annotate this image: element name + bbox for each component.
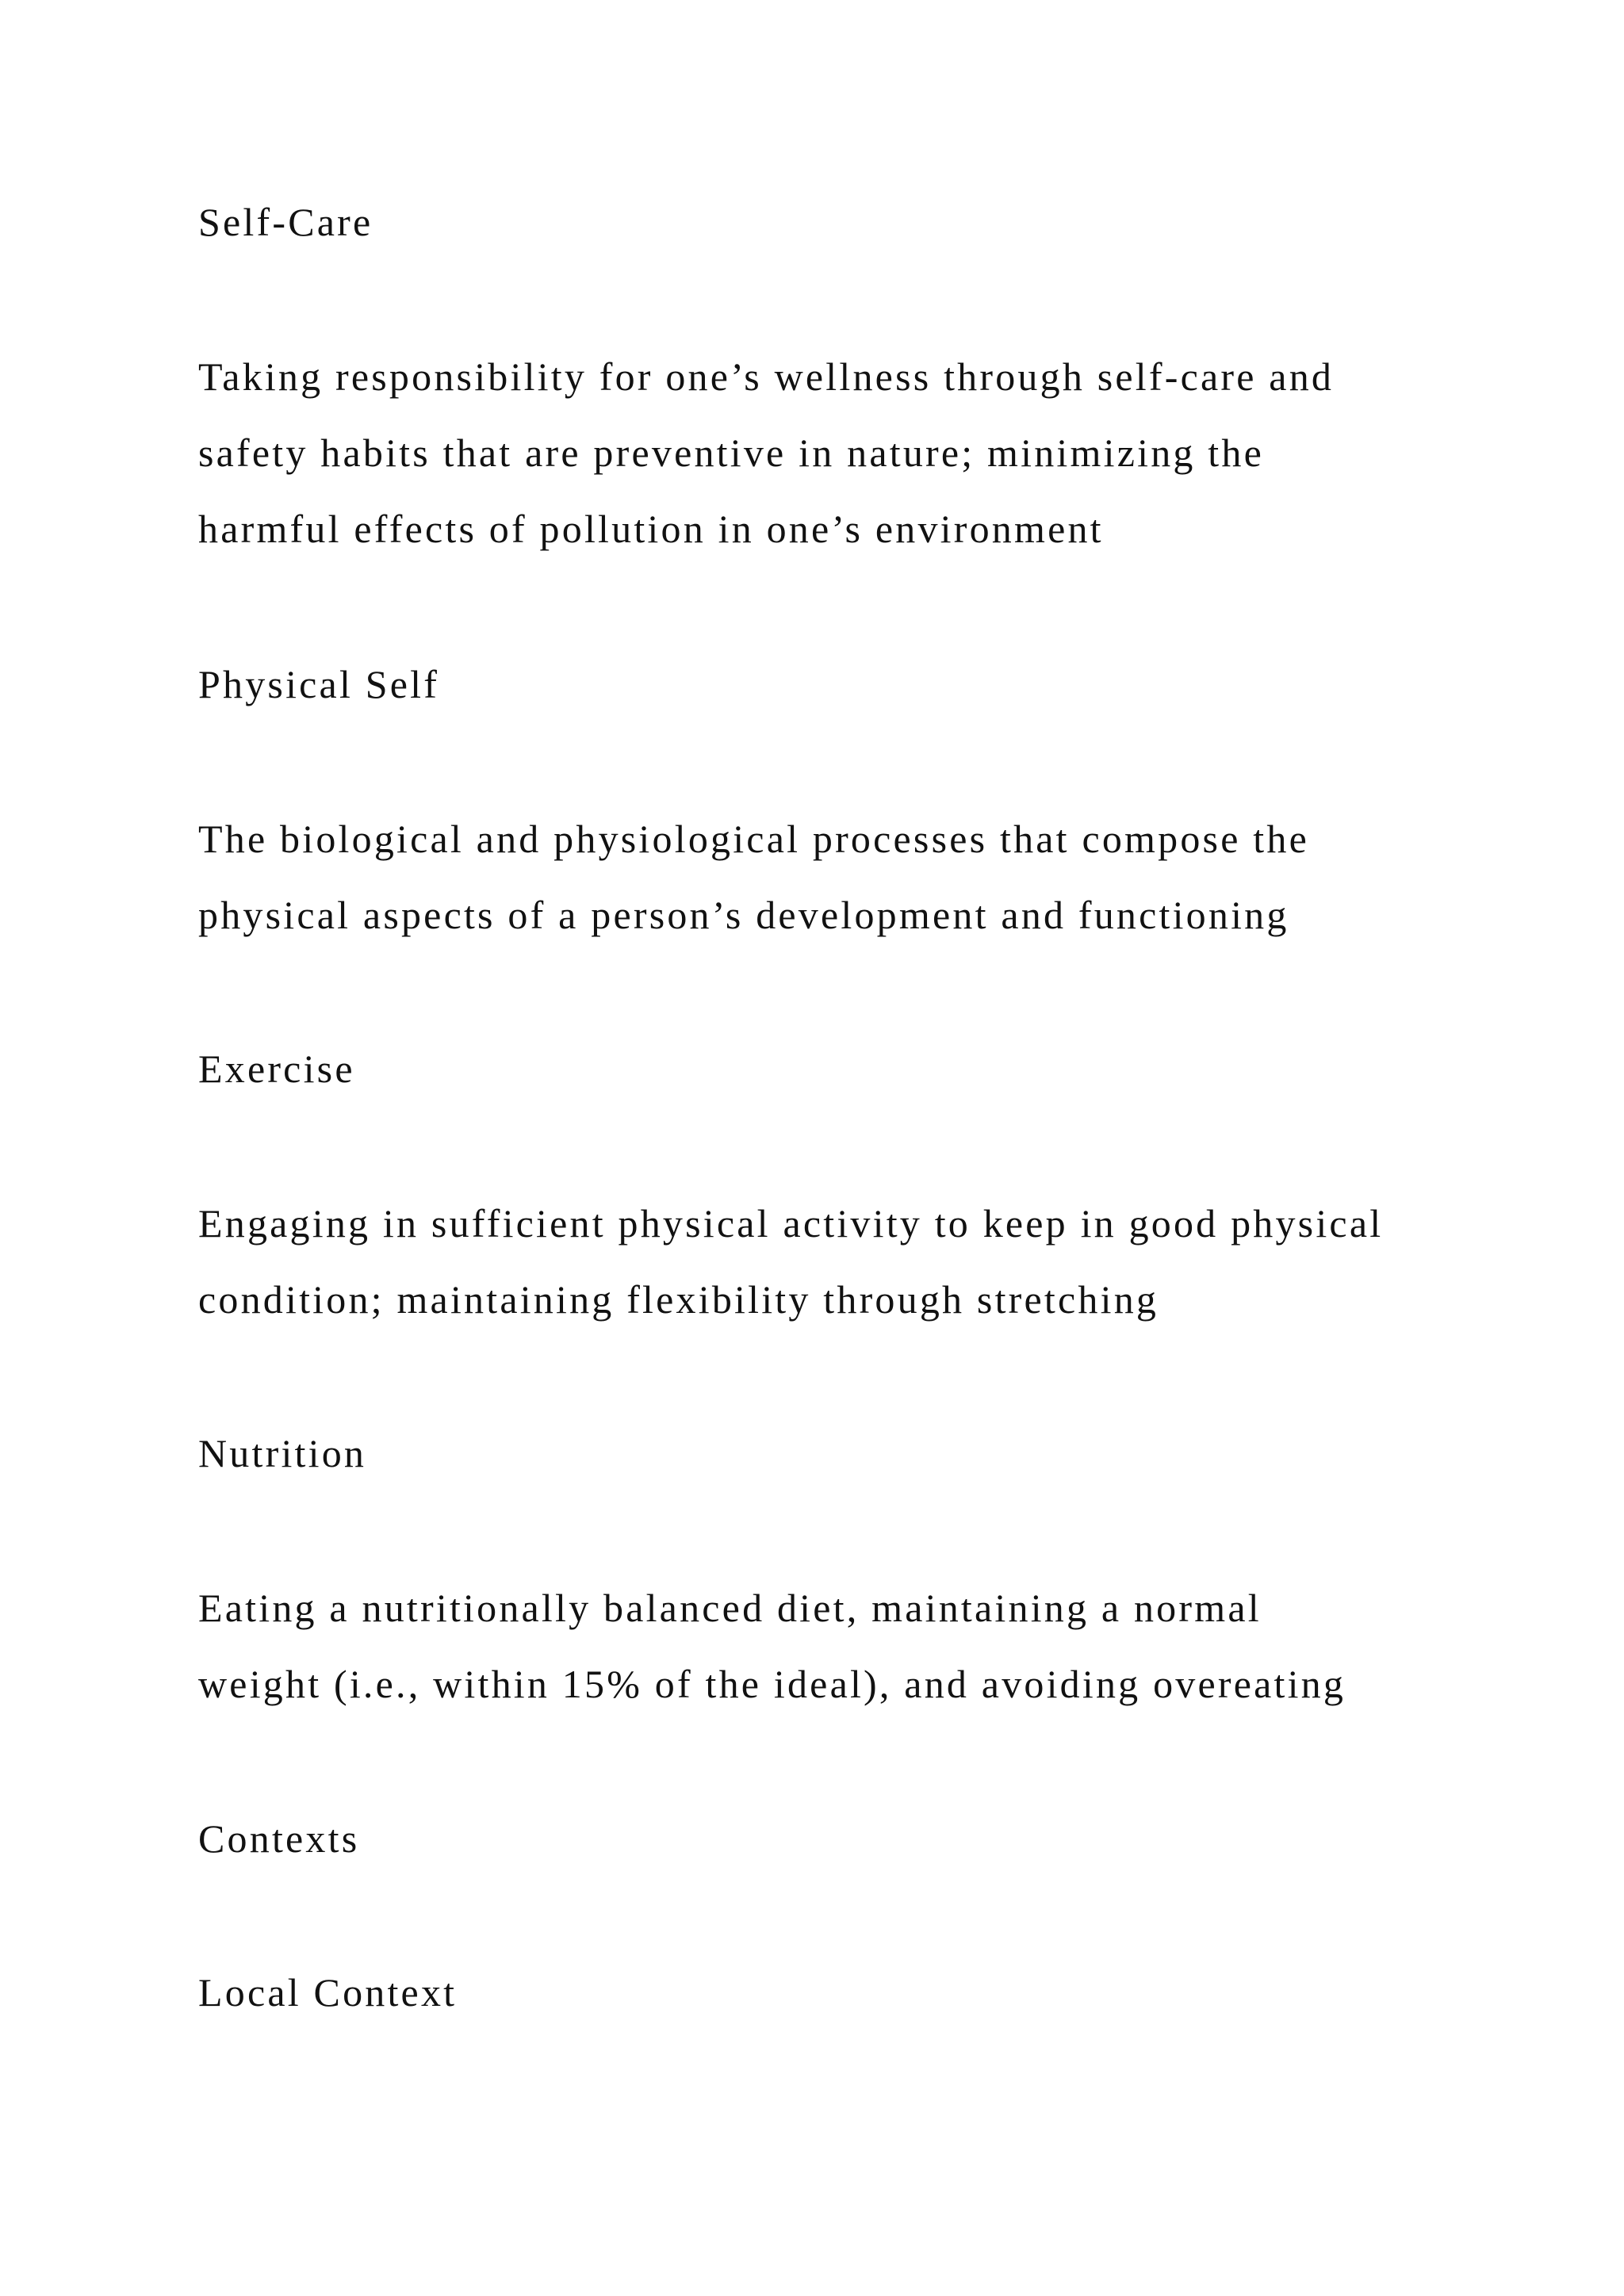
heading-exercise: Exercise <box>198 1047 355 1091</box>
heading-physical-self: Physical Self <box>198 662 440 706</box>
definition-line: harmful effects of pollution in one’s environment <box>198 507 1104 551</box>
definition-line: Taking responsibility for one’s wellness through self-care and <box>198 354 1335 399</box>
definition-line: Engaging in sufficient physical activity to keep in good physical <box>198 1201 1384 1246</box>
definition-line: Eating a nutritionally balanced diet, maintaining a normal <box>198 1586 1262 1630</box>
definition-line: weight (i.e., within 15% of the ideal), and avoiding overeating <box>198 1662 1346 1706</box>
definition-line: The biological and physiological processes that compose the <box>198 817 1309 861</box>
definition-line: safety habits that are preventive in nature; minimizing the <box>198 430 1264 475</box>
heading-local-context: Local Context <box>198 1970 458 2015</box>
definition-line: condition; maintaining flexibility through stretching <box>198 1277 1159 1322</box>
heading-self-care: Self-Care <box>198 200 373 244</box>
definition-line: physical aspects of a person’s development and functioning <box>198 893 1289 937</box>
heading-contexts: Contexts <box>198 1816 360 1861</box>
heading-nutrition: Nutrition <box>198 1431 367 1475</box>
